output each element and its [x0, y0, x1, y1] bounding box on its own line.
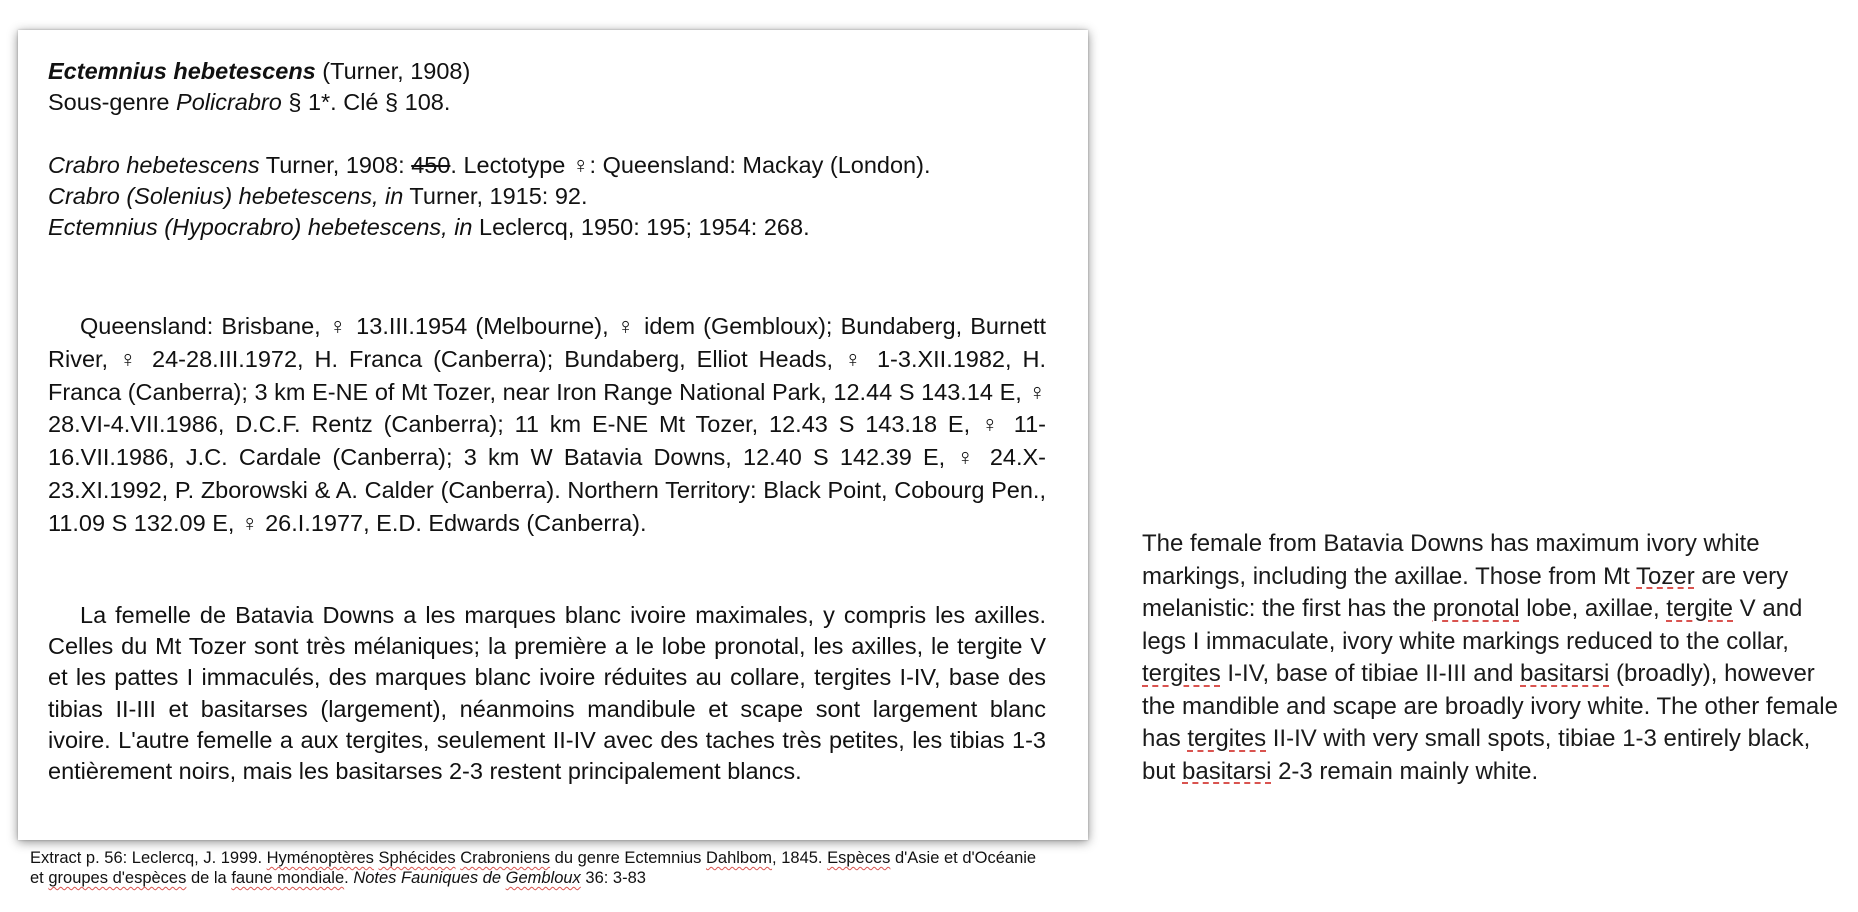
synonym-2-citation: Turner, 1915: 92.: [403, 183, 588, 209]
translation-spell-flag: Tozer: [1636, 562, 1695, 590]
synonym-2: [48, 181, 1046, 212]
subgenus-label: Sous-genre: [48, 89, 177, 115]
caption-text: 36: 3-83: [580, 869, 646, 887]
translation-spell-flag: tergite: [1666, 595, 1733, 622]
scanned-page-extract: [18, 30, 1088, 840]
caption-spell-flag: groupes d'espèces: [48, 869, 187, 887]
caption-text: .: [344, 869, 354, 887]
translation-text: I-IV, base of tibiae II-III and: [1220, 660, 1520, 687]
translation-spell-flag: tergites: [1187, 725, 1267, 752]
caption-journal: Notes Fauniques de: [353, 869, 502, 887]
translation-text: (broadly), however the mandible and scape are broadly ivory white. The other female has: [1142, 660, 1838, 752]
caption-text: Extract p. 56: Leclercq, J. 1999.: [30, 849, 267, 867]
caption-spell-flag: Gembloux: [505, 869, 581, 887]
caption-spell-flag: Espèces: [827, 849, 891, 867]
caption-text: du genre Ectemnius: [550, 849, 706, 867]
synonym-3-name: Ectemnius (Hypocrabro) hebetescens, in: [48, 214, 473, 240]
caption-spell-flag: Crabroniens: [460, 849, 551, 867]
english-translation: [1142, 528, 1842, 788]
caption-text: de la: [186, 869, 232, 887]
translation-spell-flag: basitarsi: [1182, 757, 1272, 785]
species-header: [48, 56, 1046, 118]
synonym-1-type: . Lectotype ♀: Queensland: Mackay (London).: [450, 152, 931, 178]
synonym-1-name: Crabro hebetescens: [48, 152, 260, 178]
caption-text: , 1845.: [772, 849, 828, 867]
translation-spell-flag: basitarsi: [1520, 660, 1610, 687]
subgenus-key: § 1*. Clé § 108.: [281, 89, 451, 115]
remarks-paragraph: La femelle de Batavia Downs a les marques blanc ivoire maximales, y compris les axilles. Celles du Mt Tozer sont très mélaniques; la première a le lobe pronotal, les axilles, le tergite V et les pattes I immaculés, des marques blanc ivoire réduites au collare, tergites I-IV, base des tibias II-III et basitarses (largement), néanmoins mandibule et scape sont largement blanc ivoire. L'autre femelle a aux tergites, seulement II-IV avec des taches très petites, les tibias 1-3 entièrement noirs, mais les basitarses 2-3 restent principalement blancs.: [48, 602, 1046, 785]
synonym-2-name: Crabro (Solenius) hebetescens, in: [48, 183, 404, 209]
synonym-1-citation: Turner, 1908:: [259, 152, 412, 178]
caption-text: d'Asie et d'Océanie et: [30, 849, 1037, 887]
synonym-1-struck-page: 450: [411, 152, 451, 178]
synonymy-block: [48, 150, 1046, 243]
translation-text: 2-3 remain mainly white.: [1271, 757, 1539, 785]
synonym-3: [48, 212, 1046, 243]
citation-caption: [30, 848, 1050, 888]
synonym-1: [48, 150, 1046, 181]
species-name: Ectemnius hebetescens: [48, 58, 316, 84]
translation-text: II-IV with very small spots, tibiae 1-3 entirely black, but: [1142, 725, 1811, 785]
material-records: Queensland: Brisbane, ♀ 13.III.1954 (Melbourne), ♀ idem (Gembloux); Bundaberg, Burnett River, ♀ 24-28.III.1972, H. Franca (Canberra); Bundaberg, Elliot Heads, ♀ 1-3.XII.1982, H. Franca (Canberra); 3 km E-NE of Mt Tozer, near Iron Range National Park, 12.44 S 143.14 E, ♀ 28.VI-4.VII.1986, D.C.F. Rentz (Canberra); 11 km E-NE Mt Tozer, 12.43 S 143.18 E, ♀ 11-16.VII.1986, J.C. Cardale (Canberra); 3 km W Batavia Downs, 12.40 S 142.39 E, ♀ 24.X-23.XI.1992, P. Zborowski & A. Calder (Canberra). Northern Territory: Black Point, Cobourg Pen., 11.09 S 132.09 E, ♀ 26.I.1977, E.D. Edwards (Canberra).: [48, 313, 1046, 536]
species-title-line: [48, 56, 1046, 87]
translation-text: lobe, axillae,: [1519, 595, 1667, 622]
caption-spell-flag: Dahlbom: [706, 849, 773, 867]
caption-spell-flag: Sphécides: [378, 849, 456, 867]
translation-spell-flag: tergites: [1142, 660, 1221, 687]
translation-text: V and legs I immaculate, ivory white markings reduced to the collar,: [1142, 595, 1803, 655]
translation-text: are very melanistic: the first has the: [1142, 562, 1789, 622]
translation-text: The female from Batavia Downs has maximum ivory white markings, including the axillae. Those from Mt: [1142, 530, 1760, 590]
synonym-3-citation: Leclercq, 1950: 195; 1954: 268.: [472, 214, 810, 240]
caption-spell-flag: Hyménoptères: [266, 849, 374, 867]
translation-spell-flag: pronotal: [1432, 595, 1520, 622]
caption-spell-flag: faune mondiale: [231, 869, 345, 887]
species-author: (Turner, 1908): [315, 58, 471, 84]
subgenus-name: Policrabro: [176, 89, 282, 115]
subgenus-line: [48, 87, 1046, 118]
